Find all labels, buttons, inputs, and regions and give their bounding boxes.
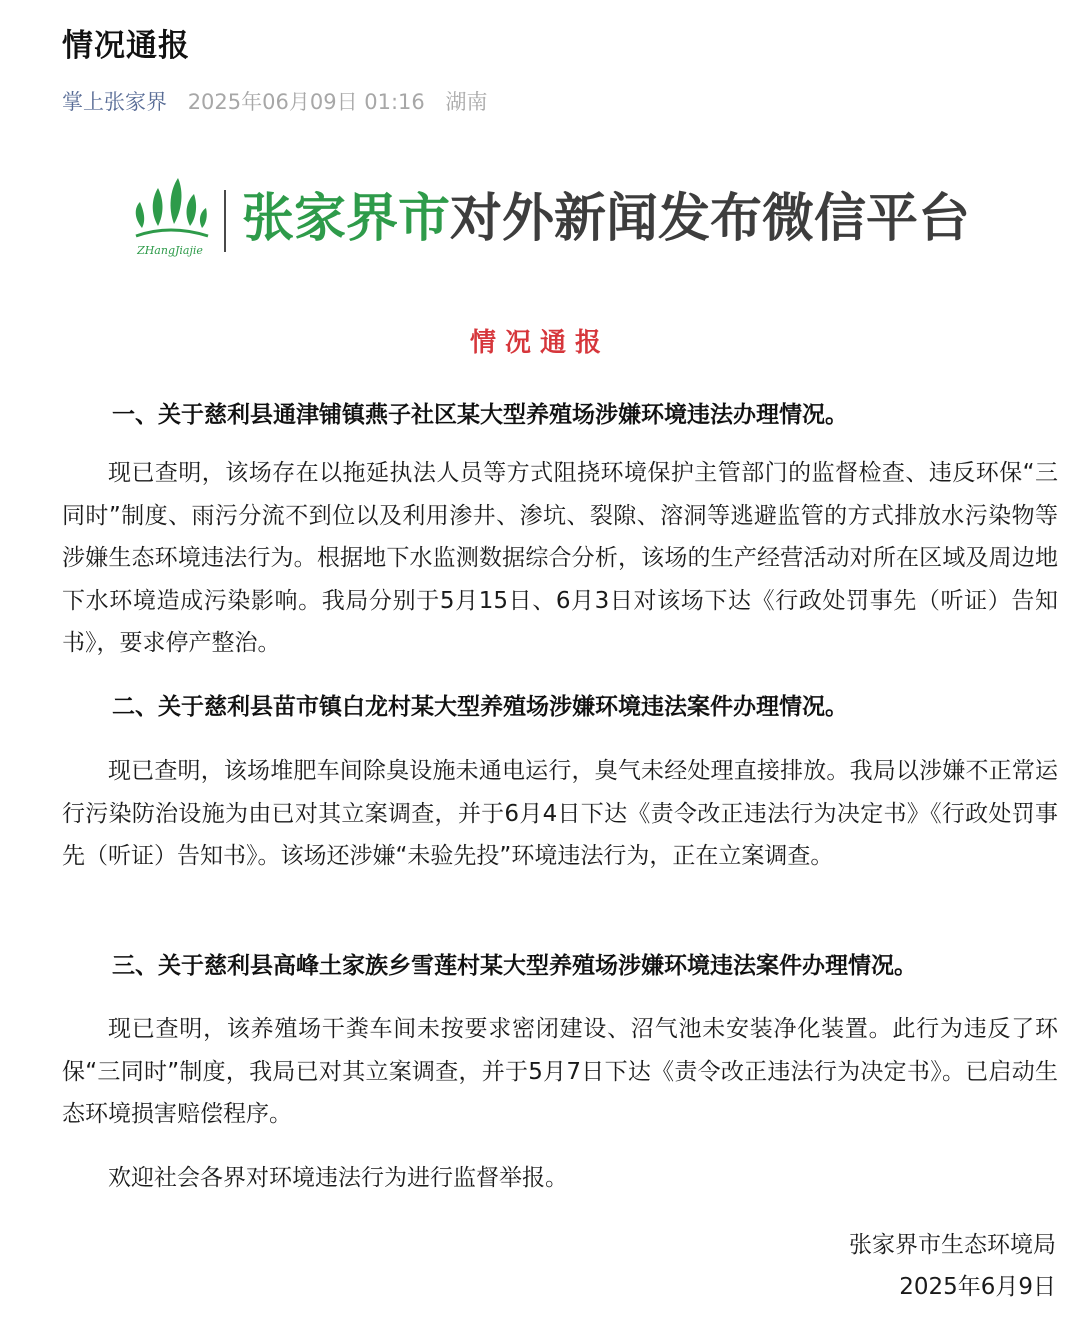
section-2-body: 现已查明，该场堆肥车间除臭设施未通电运行，臭气未经处理直接排放。我局以涉嫌不正常运行污染防治设施为由已对其立案调查，并于6月4日下达《责令改正违法行为决定书》《行政处罚事先（听证）告知书》。该场还涉嫌“未验先投”环境违法行为，正在立案调查。 [62,758,1058,869]
publish-time: 2025年06月09日 01:16 [187,90,425,114]
section-3-title: 三、关于慈利县高峰土家族乡雪莲村某大型养殖场涉嫌环境违法案件办理情况。 [112,953,917,979]
logo-script-text: ZHangJiajie [137,244,203,257]
notice-heading: 情况通报 [469,328,610,358]
section-2-title: 二、关于慈利县苗市镇白龙村某大型养殖场涉嫌环境违法案件办理情况。 [112,694,848,720]
signature-org: 张家界市生态环境局 [849,1232,1056,1258]
banner-title-city: 张家界市 [242,189,451,249]
closing-statement: 欢迎社会各界对环境违法行为进行监督举报。 [108,1165,568,1191]
banner-title-platform: 对外新闻发布微信平台 [450,189,971,249]
article-meta [62,86,487,116]
zhangjiajie-logo-icon [128,174,212,262]
account-name-link[interactable]: 掌上张家界 [62,90,167,114]
banner-title [242,188,970,250]
section-3-body: 现已查明，该养殖场干粪车间未按要求密闭建设、沼气池未安装净化装置。此行为违反了环保“三同时”制度，我局已对其立案调查，并于5月7日下达《责令改正违法行为决定书》。已启动生态环境损害赔偿程序。 [62,1016,1058,1127]
publish-location: 湖南 [445,90,488,114]
signature-date: 2025年6月9日 [899,1274,1056,1300]
section-1-body: 现已查明，该场存在以拖延执法人员等方式阻挠环境保护主管部门的监督检查、违反环保“三同时”制度、雨污分流不到位以及利用渗井、渗坑、裂隙、溶洞等逃避监管的方式排放水污染物等涉嫌生态环境违法行为。根据地下水监测数据综合分析，该场的生产经营活动对所在区域及周边地下水环境造成污染影响。我局分别于5月15日、6月3日对该场下达《行政处罚事先（听证）告知书》，要求停产整治。 [62,460,1058,656]
banner-image [128,168,1028,268]
section-1-title: 一、关于慈利县通津铺镇燕子社区某大型养殖场涉嫌环境违法办理情况。 [112,402,848,428]
article-title: 情况通报 [62,28,190,64]
banner-divider [224,190,226,252]
